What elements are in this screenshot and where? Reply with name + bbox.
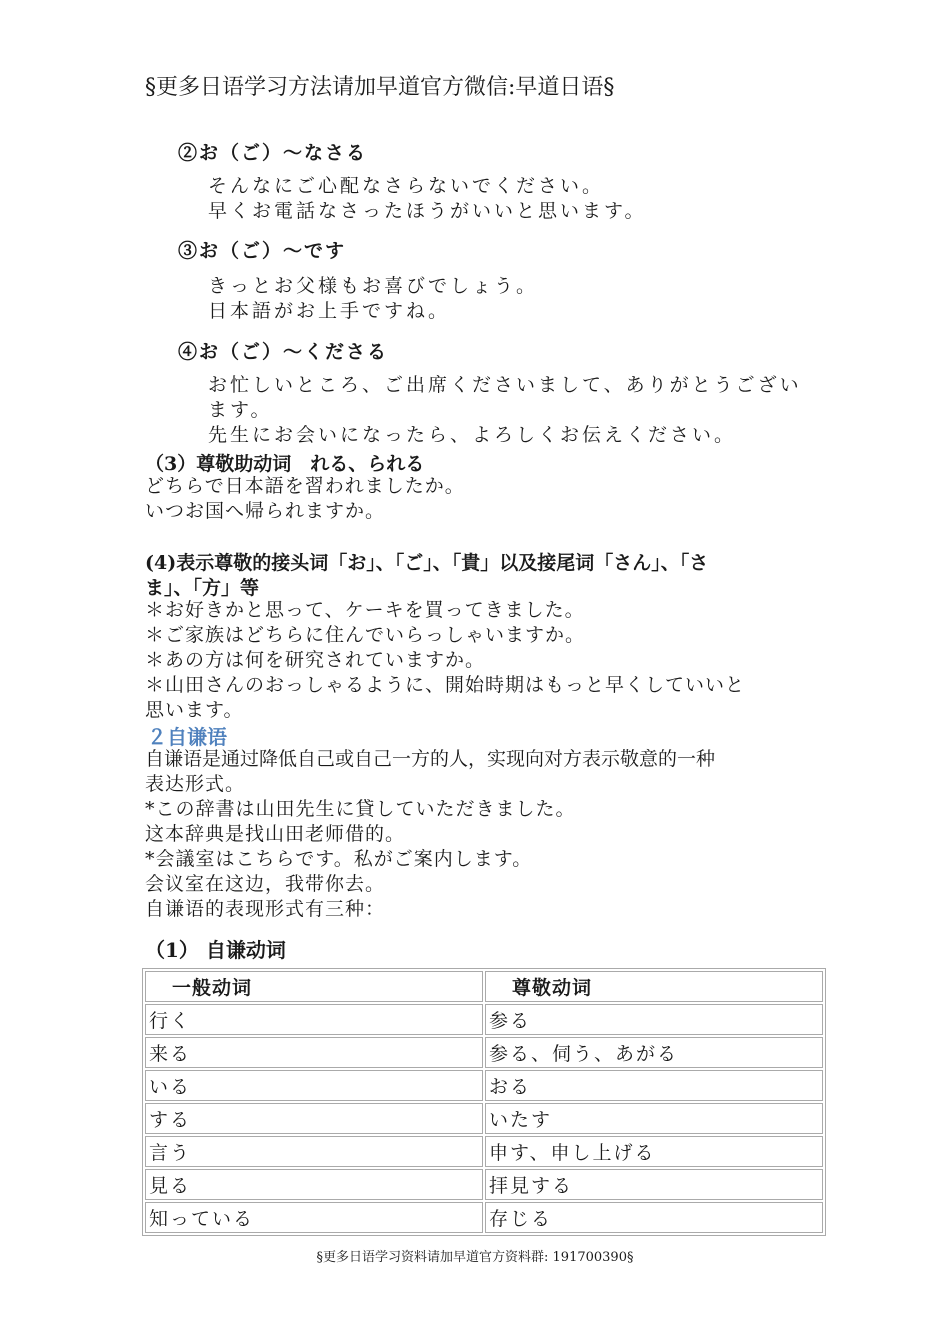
body-line: 会议室在这边，我带你去。 <box>145 873 386 895</box>
subheading-humble-verbs: （1） 自谦动词 <box>145 938 286 962</box>
example-line: 早くお電話なさったほうがいいと思います。 <box>208 200 647 222</box>
table-row <box>145 1136 823 1167</box>
body-line: 自谦语是通过降低自己或自己一方的人，实现向对方表示敬意的一种 <box>145 748 716 770</box>
table-cell: する <box>145 1103 483 1134</box>
body-line: ＊山田さんのおっしゃるように、開始時期はもっと早くしていいと <box>145 674 746 696</box>
section-heading-humble: ２自谦语 <box>147 725 227 749</box>
section-heading-4: (4)表示尊敬的接头词「お」、「ご」、「貴」以及接尾词「さん」、「さ <box>145 552 709 574</box>
table-cell: 見る <box>145 1169 483 1200</box>
page-footer: §更多日语学习资料请加早道官方资料群: 191700390§ <box>316 1250 634 1265</box>
body-line: *この辞書は山田先生に貸していただきました。 <box>145 798 576 820</box>
table-cell: 参る、伺う、あがる <box>485 1037 823 1068</box>
body-line: どちらで日本語を習われましたか。 <box>145 475 465 497</box>
body-line: 思います。 <box>145 699 244 721</box>
table-row <box>145 1169 823 1200</box>
body-line: ＊ご家族はどちらに住んでいらっしゃいますか。 <box>145 624 586 646</box>
verb-table <box>142 968 826 1236</box>
body-line: 这本辞典是找山田老师借的。 <box>145 823 406 845</box>
table-row <box>145 1037 823 1068</box>
body-line: ＊お好きかと思って、ケーキを買ってきました。 <box>145 599 585 621</box>
table-cell: いたす <box>485 1103 823 1134</box>
table-row <box>145 1004 823 1035</box>
body-line: ＊あの方は何を研究されていますか。 <box>145 649 486 671</box>
subheading-kudasaru: ④お（ご）〜くださる <box>178 341 389 363</box>
table-cell: 行く <box>145 1004 483 1035</box>
example-line: きっとお父様もお喜びでしょう。 <box>208 275 539 297</box>
table-header: 尊敬动词 <box>485 971 823 1002</box>
table-cell: 参る <box>485 1004 823 1035</box>
example-line: ます。 <box>208 399 273 421</box>
table-row <box>145 1202 823 1233</box>
table-cell: 来る <box>145 1037 483 1068</box>
section-heading-3: （3）尊敬助动词 れる、られる <box>145 453 425 475</box>
table-header: 一般动词 <box>145 971 483 1002</box>
body-line: いつお国へ帰られますか。 <box>145 500 386 522</box>
section-heading-4-cont: ま」、「方」等 <box>145 577 260 599</box>
table-cell: 存じる <box>485 1202 823 1233</box>
table-cell: 言う <box>145 1136 483 1167</box>
table-cell: 拝見する <box>485 1169 823 1200</box>
example-line: そんなにご心配なさらないでください。 <box>208 175 605 197</box>
example-line: お忙しいところ、ご出席くださいまして、ありがとうござい <box>208 374 802 396</box>
table-cell: おる <box>485 1070 823 1101</box>
page-header: §更多日语学习方法请加早道官方微信:早道日语§ <box>145 75 615 100</box>
table-cell: 知っている <box>145 1202 483 1233</box>
table-cell: 申す、申し上げる <box>485 1136 823 1167</box>
example-line: 先生にお会いになったら、よろしくお伝えください。 <box>208 424 737 446</box>
body-line: *会議室はこちらです。私がご案内します。 <box>145 848 533 870</box>
table-row <box>145 1103 823 1134</box>
body-line: 自谦语的表现形式有三种： <box>145 898 386 920</box>
body-line: 表达形式。 <box>145 773 246 795</box>
table-cell: いる <box>145 1070 483 1101</box>
subheading-desu: ③お（ご）〜です <box>178 240 347 262</box>
example-line: 日本語がお上手ですね。 <box>208 300 451 322</box>
subheading-nasaru: ②お（ご）〜なさる <box>178 142 368 164</box>
table-row <box>145 1070 823 1101</box>
table-header-row <box>145 971 823 1002</box>
